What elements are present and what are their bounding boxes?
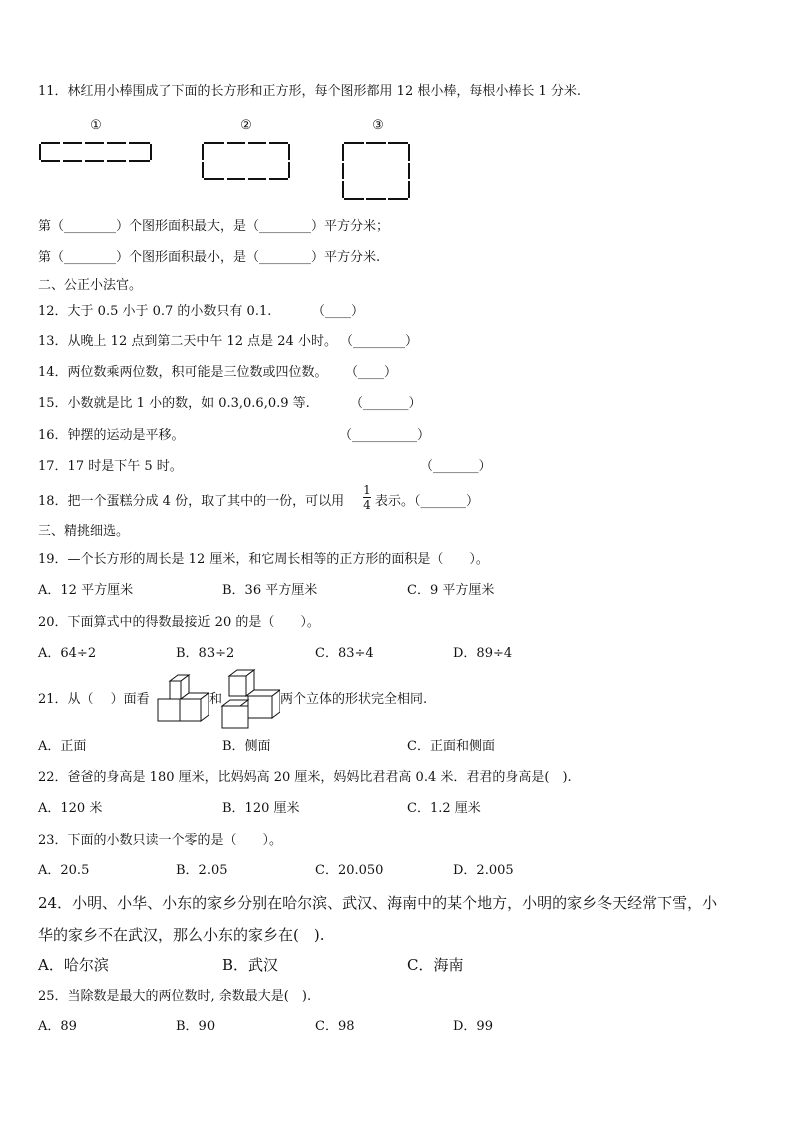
answer-blank-12[interactable]: （____）: [312, 304, 365, 319]
answer-blank-14[interactable]: （____）: [345, 365, 398, 380]
question-21-start: 21．从（ ）面看: [38, 692, 150, 707]
section-2-heading: 二、公正小法官。: [38, 278, 143, 293]
q21-option-a[interactable]: A．正面: [38, 739, 87, 754]
q20-option-a[interactable]: A．64÷2: [38, 646, 97, 661]
question-16: 16．钟摆的运动是平移。: [38, 428, 185, 443]
fraction-denominator: 4: [363, 498, 371, 512]
q23-option-d[interactable]: D．2.005: [453, 863, 514, 878]
question-11: 11．林红用小棒围成了下面的长方形和正方形，每个图形都用 12 根小棒，每根小棒长 1 分米.: [38, 84, 582, 99]
stick-square-3: [340, 140, 412, 202]
question-22: 22．爸爸的身高是 180 厘米，比妈妈高 20 厘米，妈妈比君君高 0.4 米．君君的身高是( ).: [38, 770, 572, 785]
q11-answer-line-1: 第（________）个图形面积最大，是（________）平方分米；: [38, 219, 390, 234]
answer-blank-15[interactable]: （_______）: [350, 396, 422, 411]
figure-2-label: ②: [240, 118, 252, 133]
question-15: 15．小数就是比 1 小的数，如 0.3,0.6,0.9 等.: [38, 396, 310, 411]
q25-option-a[interactable]: A．89: [38, 1019, 77, 1034]
question-19: 19．—个长方形的周长是 12 厘米，和它周长相等的正方形的面积是（ ）。: [38, 552, 489, 567]
question-18-end: 表示。（_______）: [375, 494, 480, 509]
q20-option-b[interactable]: B．83÷2: [176, 646, 235, 661]
question-17: 17．17 时是下午 5 时。: [38, 459, 183, 474]
question-12: 12．大于 0.5 小于 0.7 的小数只有 0.1.: [38, 304, 272, 319]
q21-option-c[interactable]: C．正面和侧面: [407, 739, 495, 754]
q20-option-d[interactable]: D．89÷4: [453, 646, 513, 661]
question-20: 20．下面算式中的得数最接近 20 的是（ ）。: [38, 615, 320, 630]
q22-option-c[interactable]: C．1.2 厘米: [407, 801, 481, 816]
question-13: 13．从晚上 12 点到第二天中午 12 点是 24 小时。: [38, 334, 337, 349]
question-24-line-2: 华的家乡不在武汉，那么小东的家乡在( ).: [38, 926, 325, 944]
q20-option-c[interactable]: C．83÷4: [315, 646, 374, 661]
question-21-and: 和: [209, 692, 223, 707]
q23-option-b[interactable]: B．2.05: [176, 863, 228, 878]
q19-option-c[interactable]: C．9 平方厘米: [407, 583, 495, 598]
answer-blank-16[interactable]: （__________）: [339, 428, 431, 443]
q23-option-a[interactable]: A．20.5: [38, 863, 90, 878]
question-14: 14．两位数乘两位数，积可能是三位数或四位数。: [38, 365, 328, 380]
q19-option-a[interactable]: A．12 平方厘米: [38, 583, 134, 598]
q23-option-c[interactable]: C．20.050: [315, 863, 384, 878]
q11-answer-line-2: 第（________）个图形面积最小，是（________）平方分米.: [38, 250, 381, 265]
q25-option-d[interactable]: D．99: [453, 1019, 493, 1034]
stick-rectangle-2: [200, 140, 292, 182]
q21-option-b[interactable]: B．侧面: [222, 739, 271, 754]
question-21-end: 两个立体的形状完全相同.: [280, 692, 428, 707]
fraction-one-quarter: [363, 484, 371, 511]
q25-option-b[interactable]: B．90: [176, 1019, 216, 1034]
q24-option-b[interactable]: B．武汉: [222, 956, 279, 974]
question-23: 23．下面的小数只读一个零的是（ ）。: [38, 833, 283, 848]
figure-1-label: ①: [90, 118, 102, 133]
section-3-heading: 三、精挑细选。: [38, 524, 130, 539]
question-18-start: 18．把一个蛋糕分成 4 份，取了其中的一份，可以用: [38, 494, 345, 509]
question-25: 25．当除数是最大的两位数时, 余数最大是( ).: [38, 989, 312, 1004]
q24-option-a[interactable]: A．哈尔滨: [38, 956, 109, 974]
answer-blank-17[interactable]: （_______）: [420, 459, 492, 474]
q19-option-b[interactable]: B．36 平方厘米: [222, 583, 318, 598]
question-24-line-1: 24．小明、小华、小东的家乡分别在哈尔滨、武汉、海南中的某个地方，小明的家乡冬天经常下雪，小: [38, 894, 718, 912]
q25-option-c[interactable]: C．98: [315, 1019, 355, 1034]
q22-option-a[interactable]: A．120 米: [38, 801, 103, 816]
q22-option-b[interactable]: B．120 厘米: [222, 801, 300, 816]
answer-blank-13[interactable]: （________）: [340, 334, 419, 349]
q24-option-c[interactable]: C．海南: [407, 956, 464, 974]
stick-rectangle-1: [38, 140, 154, 164]
cube-figure-1: [155, 673, 209, 725]
figure-3-label: ③: [372, 118, 384, 133]
fraction-numerator: 1: [363, 483, 371, 497]
cube-figure-2: [220, 668, 280, 730]
